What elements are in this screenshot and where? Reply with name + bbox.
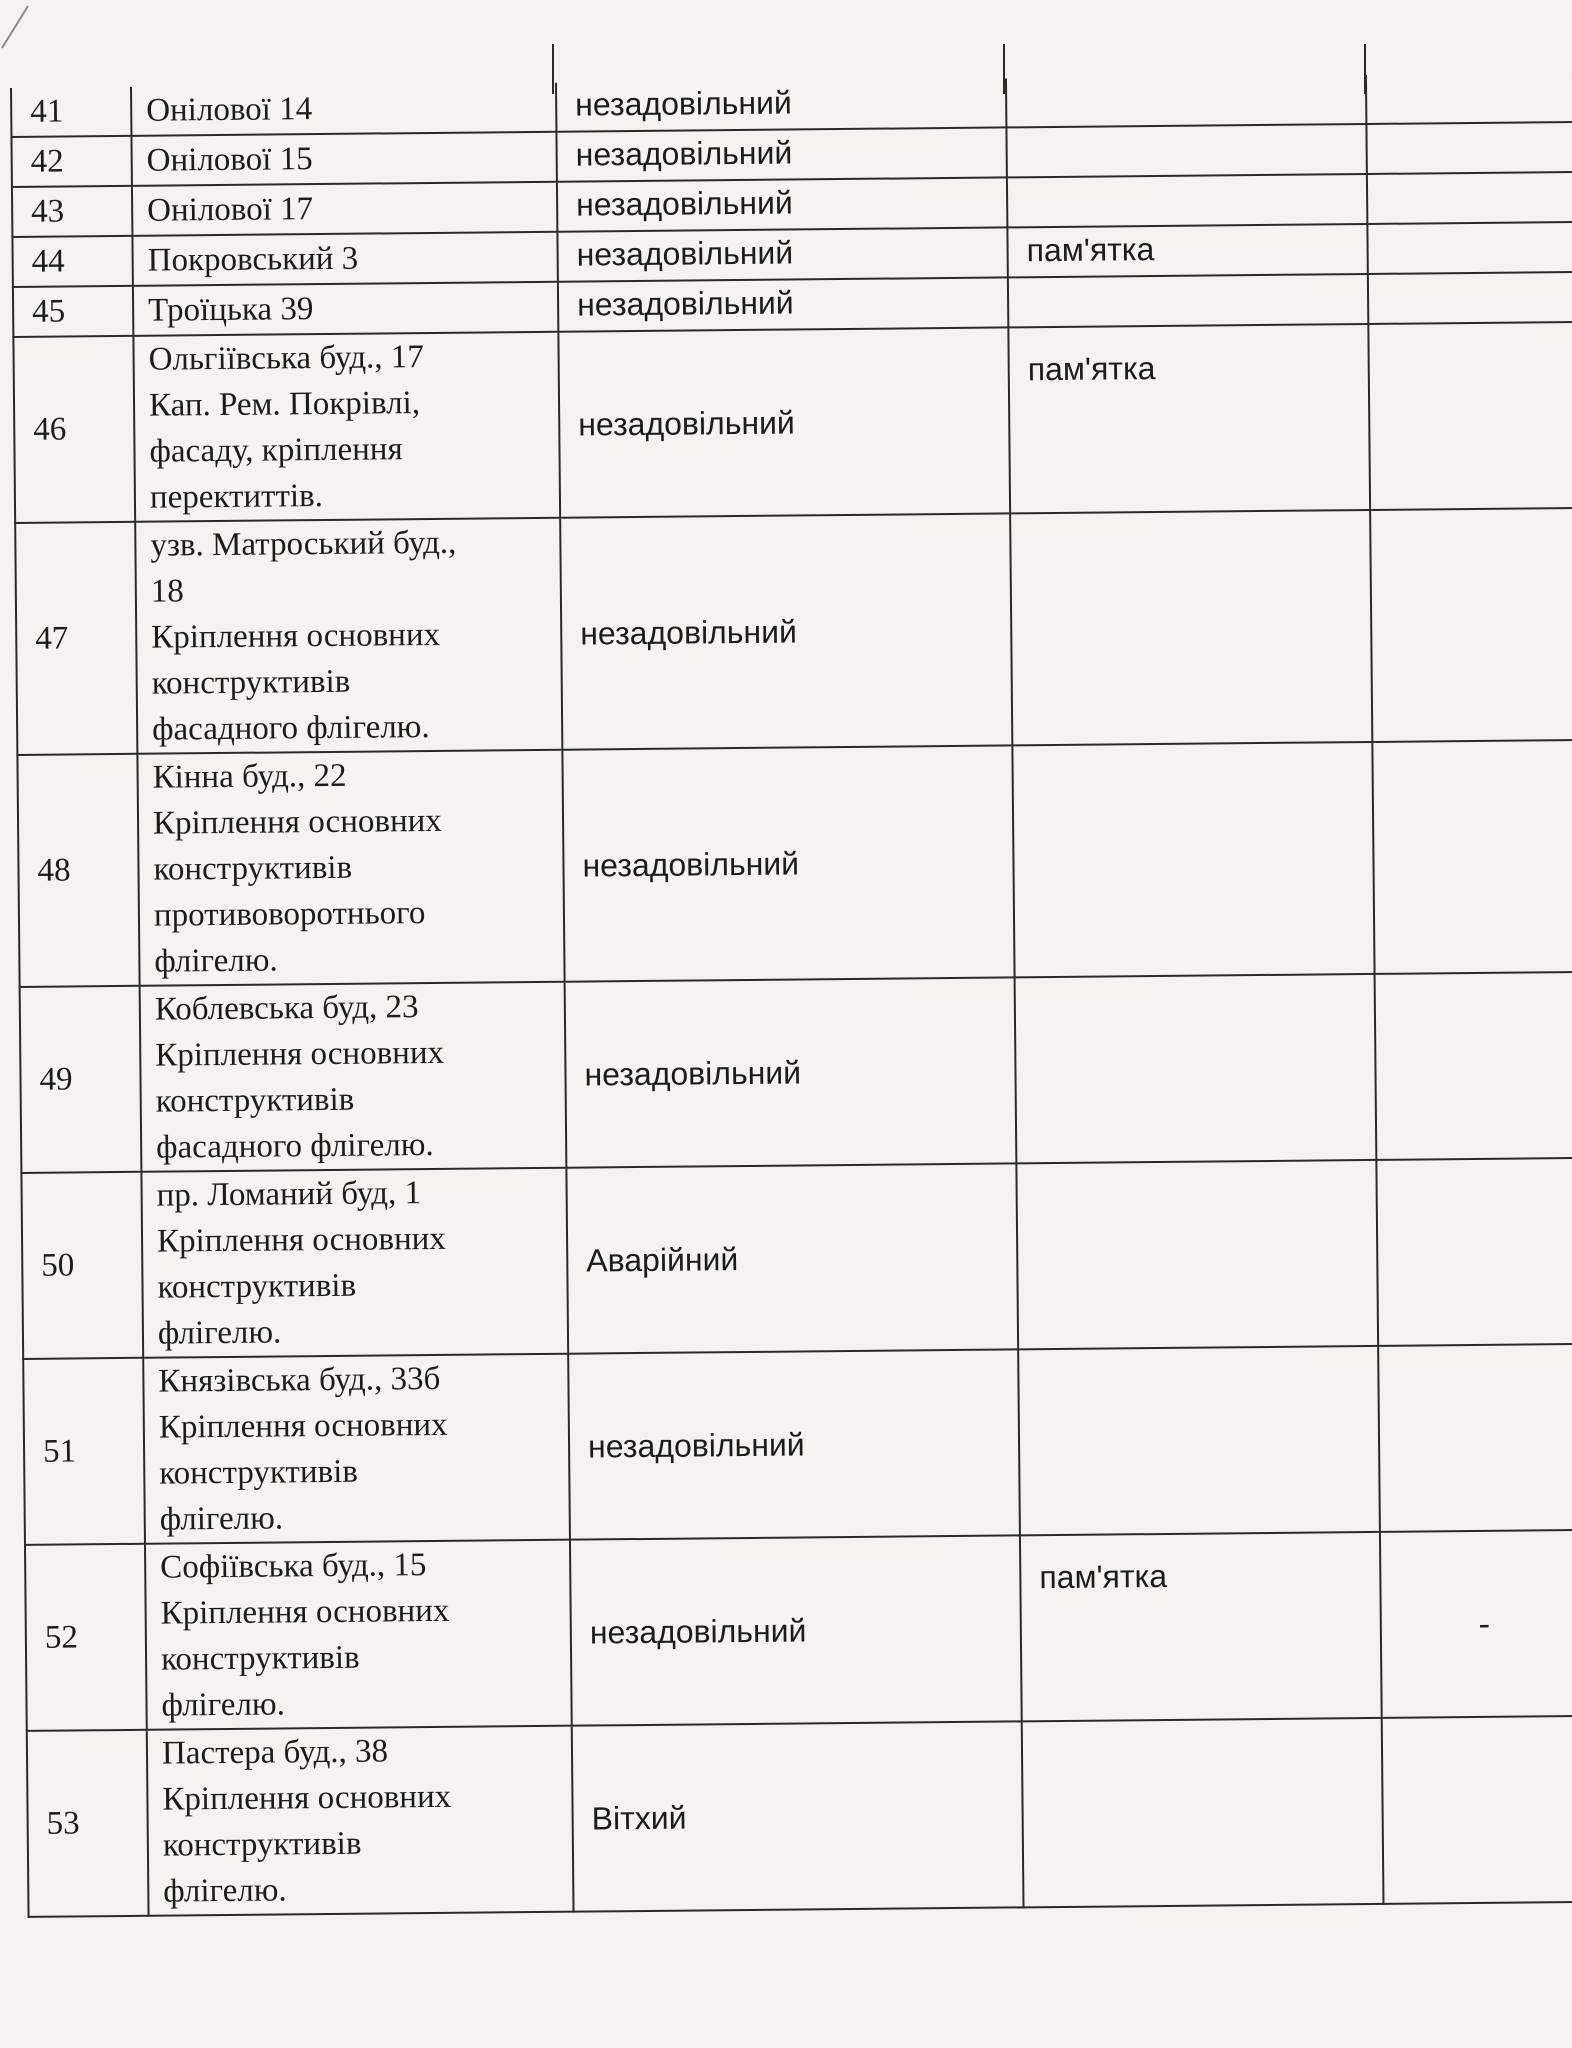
extra-cell — [1378, 1344, 1572, 1532]
note-cell — [1010, 510, 1372, 745]
extra-cell: - — [1380, 1530, 1572, 1718]
note-cell — [1007, 174, 1367, 227]
row-number: 46 — [13, 336, 135, 523]
extra-cell — [1366, 122, 1572, 174]
extra-cell — [1367, 222, 1572, 274]
row-number: 50 — [21, 1172, 143, 1359]
row-number: 43 — [12, 186, 132, 237]
extra-cell — [1376, 1158, 1572, 1346]
note-cell — [1015, 974, 1377, 1163]
note-cell: пам'ятка — [1020, 1532, 1382, 1721]
condition-cell: незадовільний — [562, 745, 1014, 981]
extra-cell — [1375, 972, 1572, 1160]
extra-cell — [1366, 73, 1572, 124]
address-cell: Онілової 14 — [131, 83, 556, 136]
row-number: 41 — [11, 87, 131, 137]
condition-cell: незадовільний — [556, 127, 1006, 181]
note-cell — [1012, 742, 1374, 977]
extra-cell — [1368, 272, 1572, 324]
address-cell: узв. Матроський буд., 18 Кріплення основних конструктивів фасадного флігелю. — [135, 518, 562, 754]
extra-cell — [1382, 1716, 1572, 1904]
address-cell: Онілової 15 — [131, 132, 556, 186]
condition-cell: незадовільний — [565, 977, 1017, 1167]
address-cell: Пастера буд., 38 Кріплення основних конструктивів флігелю. — [147, 1726, 574, 1916]
row-number: 53 — [27, 1730, 149, 1917]
row-number: 47 — [15, 522, 137, 755]
address-cell: Коблевська буд, 23 Кріплення основних конструктивів фасадного флігелю. — [140, 982, 567, 1172]
row-number: 48 — [17, 754, 139, 987]
row-number: 45 — [13, 286, 133, 337]
address-cell: Онілової 17 — [132, 182, 557, 236]
condition-cell: незадовільний — [558, 277, 1008, 331]
note-cell: пам'ятка — [1007, 224, 1367, 277]
condition-cell: Вітхий — [572, 1721, 1024, 1911]
table-row — [23, 1344, 1572, 1545]
table-row — [17, 740, 1572, 987]
address-cell: Покровський 3 — [132, 232, 557, 286]
note-cell — [1006, 124, 1366, 177]
extra-cell — [1370, 508, 1572, 742]
note-cell — [1018, 1346, 1380, 1535]
extra-cell — [1372, 740, 1572, 974]
address-cell: пр. Ломаний буд, 1 Кріплення основних конструктивів флігелю. — [141, 1168, 568, 1358]
table-row — [25, 1530, 1572, 1731]
note-cell — [1008, 274, 1368, 327]
condition-cell: незадовільний — [557, 177, 1007, 231]
note-cell — [1022, 1718, 1384, 1907]
address-cell: Кінна буд., 22 Кріплення основних конструктивів противоворотнього флігелю. — [137, 750, 564, 986]
address-cell: Князівська буд., 33б Кріплення основних конструктивів флігелю. — [143, 1354, 570, 1544]
condition-cell: незадовільний — [558, 327, 1010, 517]
condition-cell: Аварійний — [566, 1163, 1018, 1353]
address-cell: Софіївська буд., 15 Кріплення основних конструктивів флігелю. — [145, 1540, 572, 1730]
condition-cell: незадовільний — [560, 513, 1012, 749]
row-number: 42 — [11, 136, 131, 187]
condition-cell: незадовільний — [556, 78, 1006, 131]
table-row — [15, 508, 1572, 755]
table-row — [27, 1716, 1572, 1917]
table-row — [21, 1158, 1572, 1359]
row-number: 51 — [23, 1358, 145, 1545]
note-cell: пам'ятка — [1008, 324, 1370, 513]
note-cell — [1006, 75, 1366, 127]
row-number: 49 — [20, 986, 142, 1173]
note-cell — [1016, 1160, 1378, 1349]
condition-cell: незадовільний — [557, 227, 1007, 281]
address-cell: Ольгіївська буд., 17 Кап. Рем. Покрівлі, фасаду, кріплення перектиттів. — [133, 332, 560, 522]
extra-cell — [1368, 322, 1572, 510]
condition-cell: незадовільний — [570, 1535, 1022, 1725]
address-cell: Троїцька 39 — [133, 282, 558, 336]
row-number: 44 — [12, 236, 132, 287]
row-number: 52 — [25, 1544, 147, 1731]
table-row — [20, 972, 1572, 1173]
extra-cell — [1367, 172, 1572, 224]
table-row — [13, 322, 1572, 523]
buildings-table — [10, 73, 1572, 1918]
table-body — [11, 73, 1572, 1917]
condition-cell: незадовільний — [568, 1349, 1020, 1539]
